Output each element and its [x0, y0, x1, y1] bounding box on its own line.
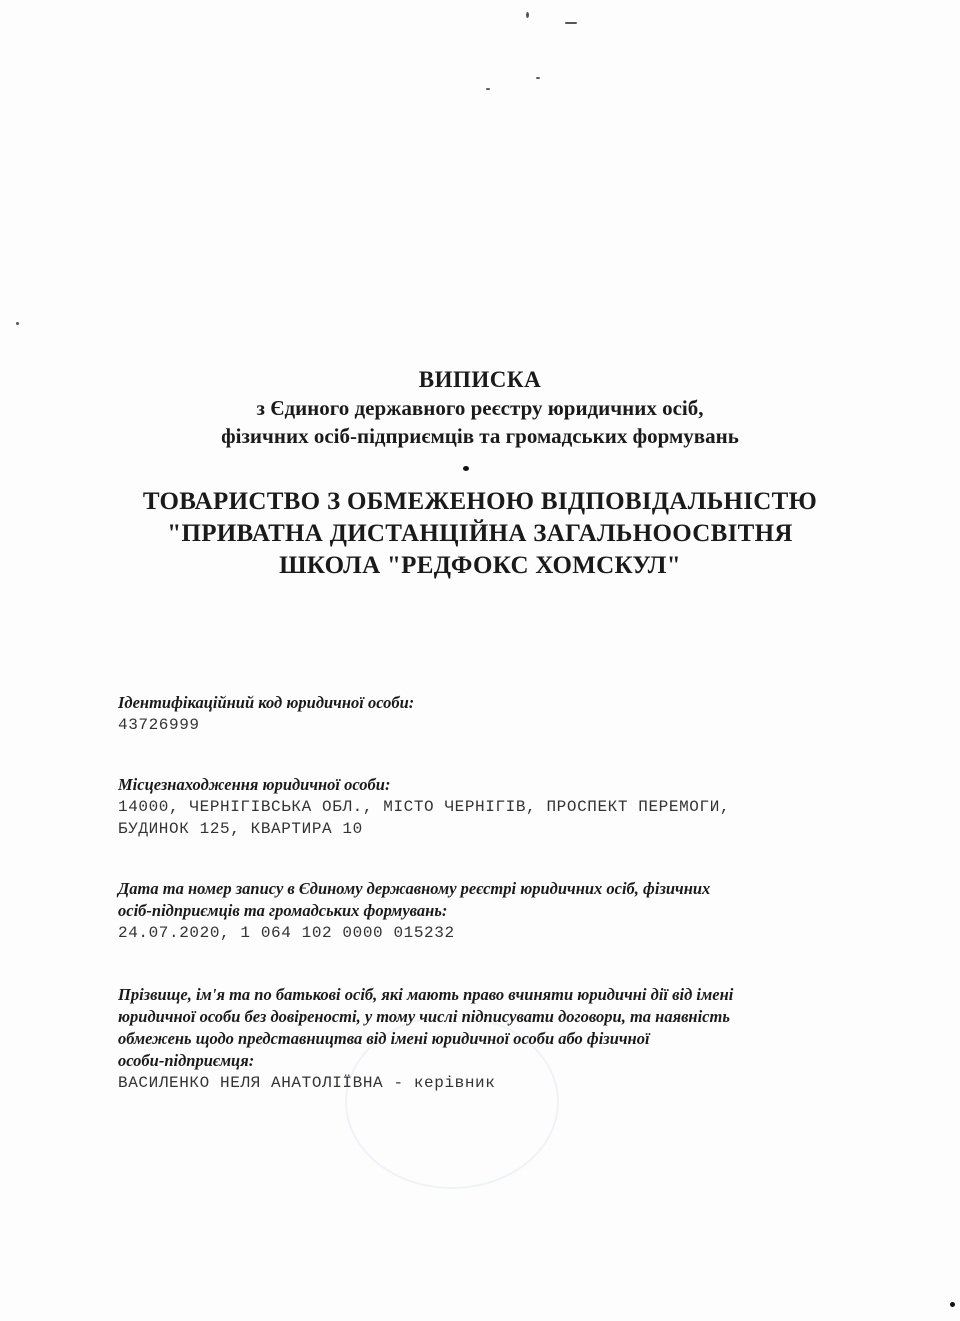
scan-speck — [536, 77, 540, 79]
signatories-value: ВАСИЛЕНКО НЕЛЯ АНАТОЛІЇВНА - керівник — [118, 1074, 496, 1092]
signatories-label-line2: юридичної особи без довіреності, у тому числі підписувати договори, та наявність — [118, 1007, 730, 1026]
page-subtitle-line2: фізичних осіб-підприємців та громадських формувань — [221, 424, 739, 448]
registration-value: 24.07.2020, 1 064 102 0000 015232 — [118, 924, 455, 942]
scan-speck — [486, 88, 490, 90]
location-field — [118, 774, 838, 840]
scan-speck — [463, 466, 469, 471]
organization-name-line1: ТОВАРИСТВО З ОБМЕЖЕНОЮ ВІДПОВІДАЛЬНІСТЮ — [142, 488, 818, 515]
page-subtitle-line1: з Єдиного державного реєстру юридичних осіб, — [256, 396, 704, 420]
organization-name — [0, 486, 960, 582]
organization-name-line2: "ПРИВАТНА ДИСТАНЦІЙНА ЗАГАЛЬНООСВІТНЯ — [167, 520, 793, 547]
signatories-field — [118, 984, 838, 1094]
signatories-label-line4: особи-підприємця: — [118, 1051, 255, 1070]
document-header — [0, 366, 960, 450]
location-value-line1: 14000, ЧЕРНІГІВСЬКА ОБЛ., МІСТО ЧЕРНІГІВ, ПРОСПЕКТ ПЕРЕМОГИ, — [118, 798, 731, 816]
signatories-label-line1: Прізвище, ім'я та по батькові осіб, які мають право вчиняти юридичні дії від імені — [118, 985, 734, 1004]
organization-name-line3: ШКОЛА "РЕДФОКС ХОМСКУЛ" — [279, 552, 681, 579]
registration-field — [118, 878, 838, 944]
id-code-value: 43726999 — [118, 716, 200, 734]
registration-label-line1: Дата та номер запису в Єдиному державному реєстрі юридичних осіб, фізичних — [118, 879, 711, 898]
location-value-line2: БУДИНОК 125, КВАРТИРА 10 — [118, 820, 363, 838]
id-code-field — [118, 692, 838, 736]
scan-speck — [16, 322, 19, 325]
page-title: ВИПИСКА — [418, 367, 542, 392]
registration-label-line2: осіб-підприємців та громадських формувань: — [118, 901, 448, 920]
scan-speck — [565, 22, 577, 24]
id-code-label: Ідентифікаційний код юридичної особи: — [118, 693, 415, 712]
scan-speck — [526, 12, 529, 18]
location-label: Місцезнаходження юридичної особи: — [118, 775, 391, 794]
signatories-label-line3: обмежень щодо представництва від імені юридичної особи або фізичної — [118, 1029, 650, 1048]
scan-speck — [950, 1302, 955, 1307]
